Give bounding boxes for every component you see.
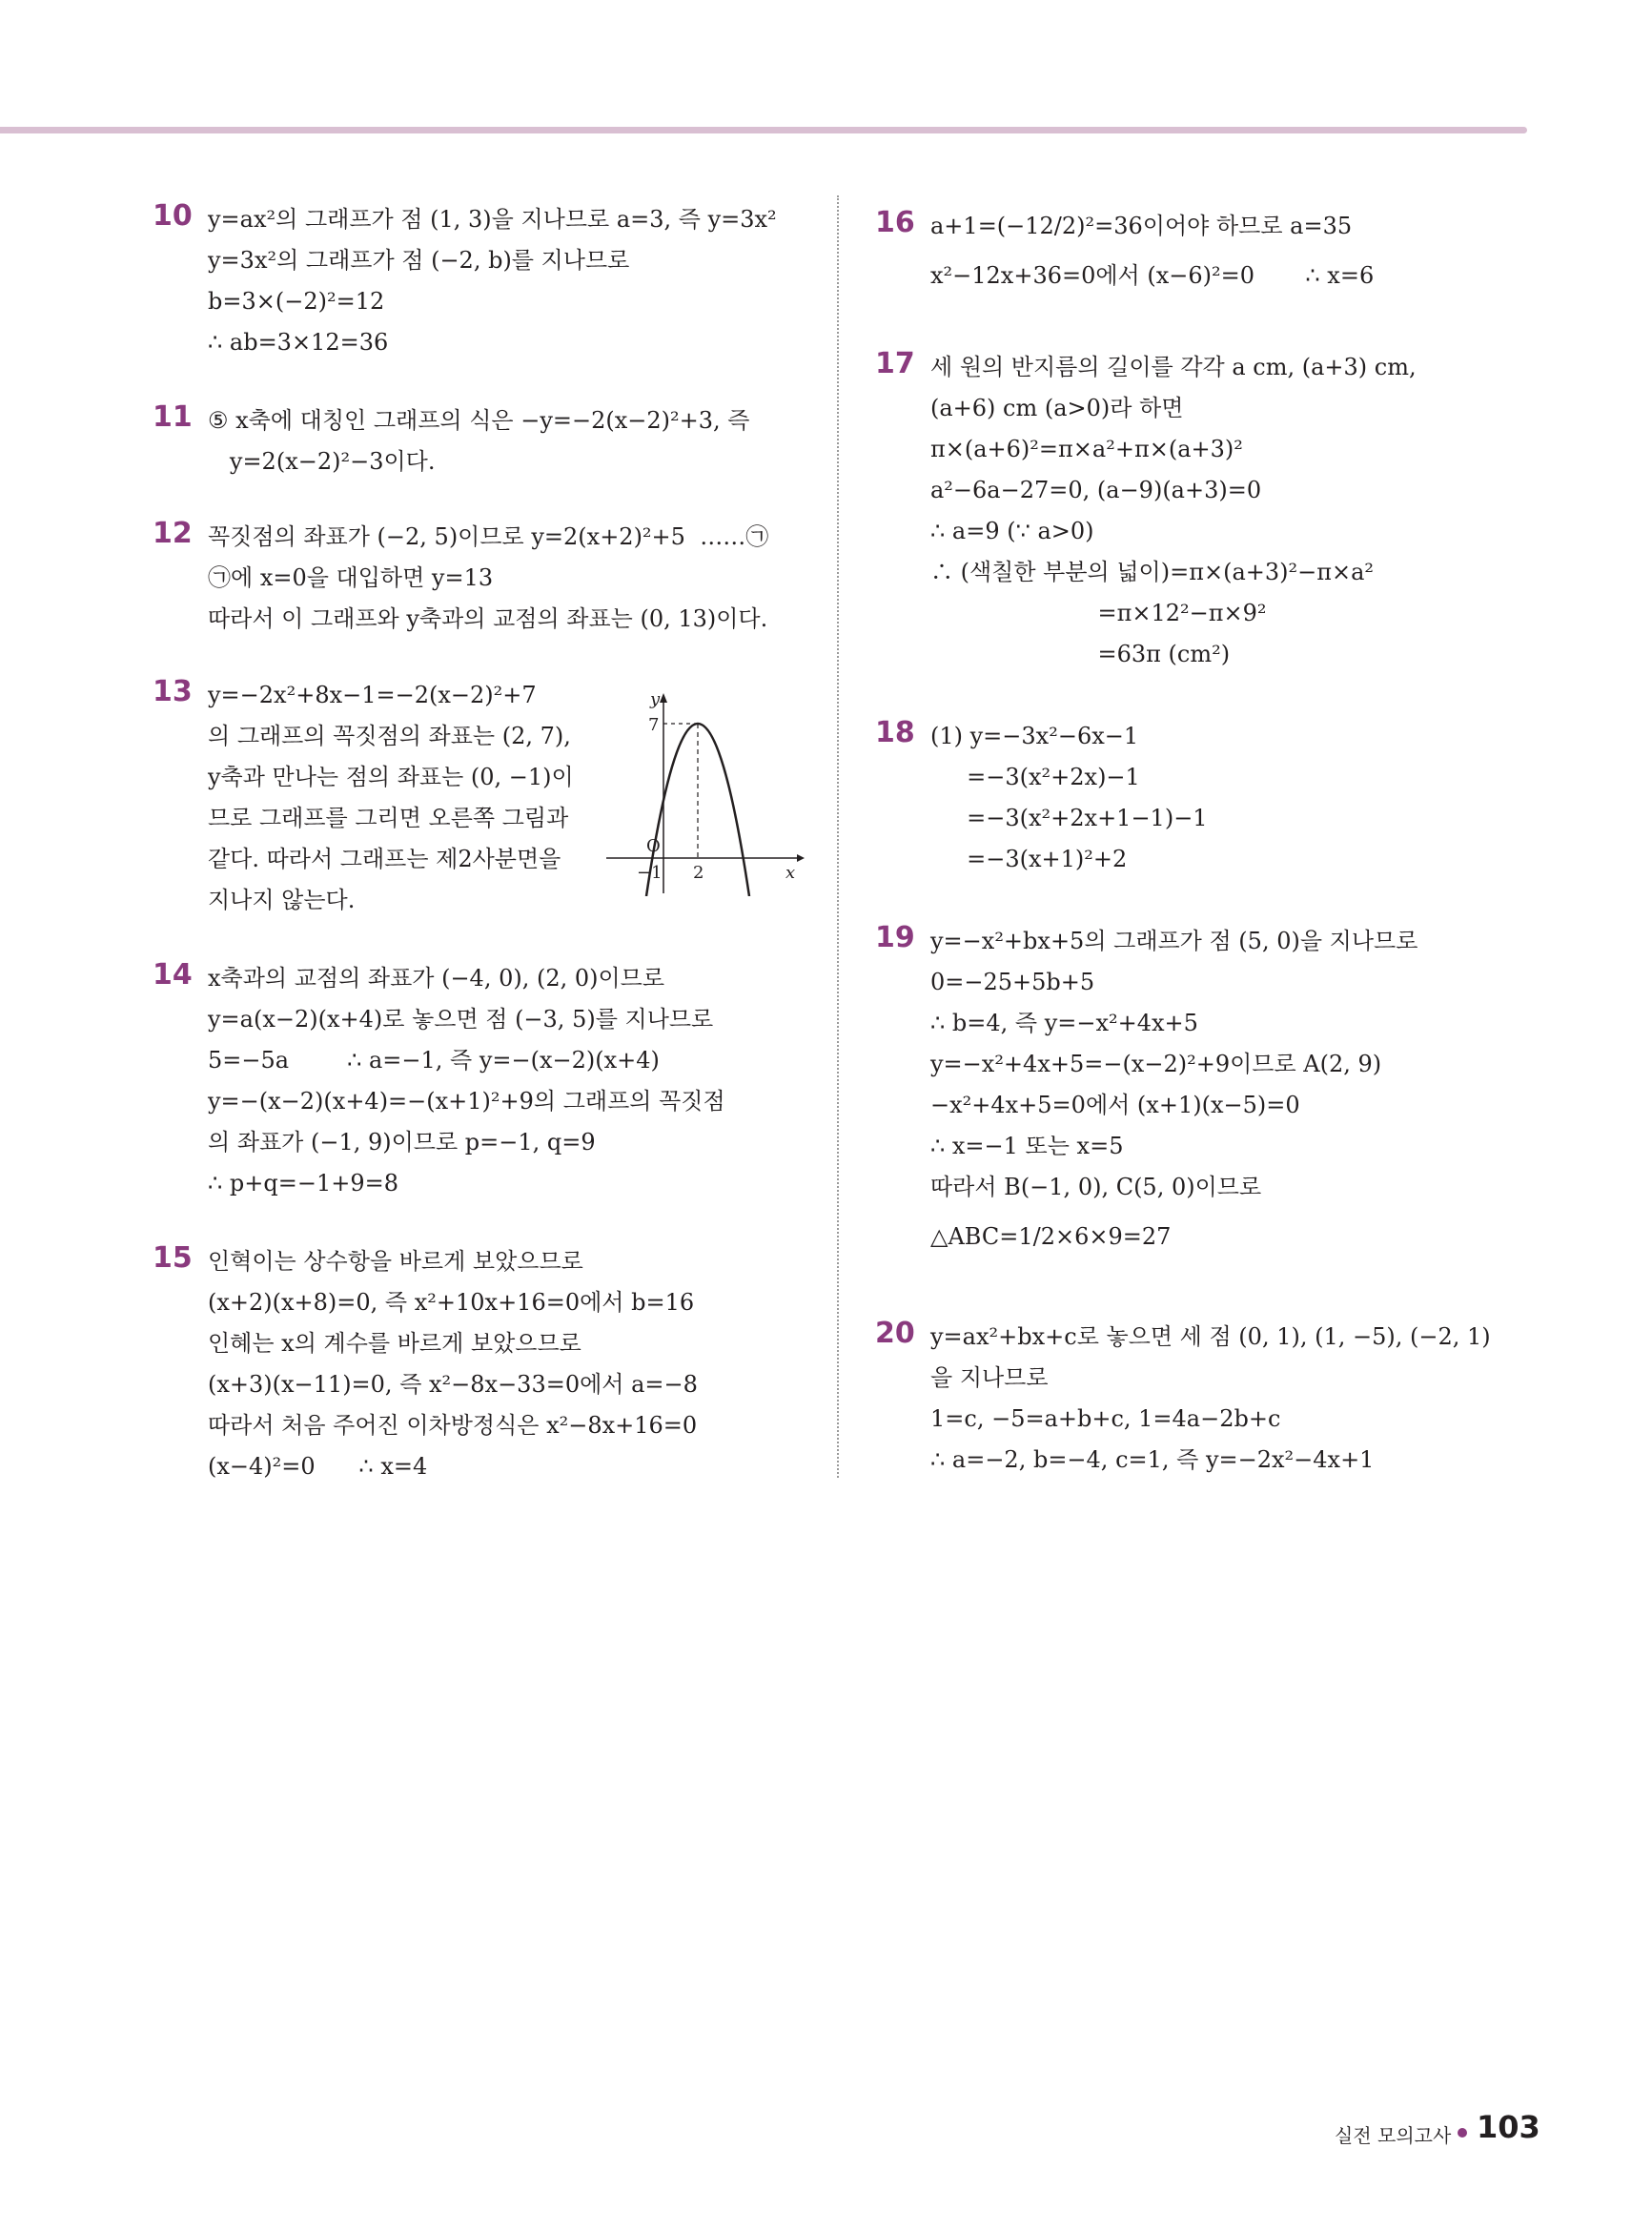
- solution-line: 같다. 따라서 그래프는 제2사분면을: [208, 846, 561, 872]
- solution-line: 을 지나므로: [930, 1364, 1049, 1391]
- y-tick-label: 7: [648, 715, 660, 735]
- page-number: 103: [1477, 2109, 1540, 2145]
- problem-number: 10: [153, 199, 193, 233]
- solution-line: ∴ a=9 (∵ a>0): [930, 518, 1094, 544]
- solution-line: (x+2)(x+8)=0, 즉 x²+10x+16=0에서 b=16: [208, 1289, 695, 1316]
- solution-line: ⑤ x축에 대칭인 그래프의 식은 −y=−2(x−2)²+3, 즉: [208, 407, 750, 434]
- solution-line: 인혁이는 상수항을 바르게 보았으므로: [208, 1248, 583, 1275]
- solution-line: (x−4)²=0 ∴ x=4: [208, 1453, 428, 1480]
- solution-line: −x²+4x+5=0에서 (x+1)(x−5)=0: [930, 1092, 1300, 1118]
- solution-line: 따라서 B(−1, 0), C(5, 0)이므로: [930, 1174, 1262, 1200]
- solution-line: ∴ b=4, 즉 y=−x²+4x+5: [930, 1010, 1198, 1036]
- solution-line: 따라서 처음 주어진 이차방정식은 x²−8x+16=0: [208, 1412, 698, 1439]
- solution-line: 세 원의 반지름의 길이를 각각 a cm, (a+3) cm,: [930, 354, 1417, 380]
- solution-line: =−3(x+1)²+2: [930, 846, 1128, 872]
- solution-line: (1) y=−3x²−6x−1: [930, 723, 1139, 749]
- top-rule: [0, 127, 1527, 133]
- solution-line: △ABC=1/2×6×9=27: [930, 1223, 1172, 1250]
- solution-line: ∴ p+q=−1+9=8: [208, 1170, 398, 1197]
- y-axis-arrow: [660, 693, 667, 703]
- x-axis-label: x: [785, 863, 796, 883]
- solution-line: (a+6) cm (a>0)라 하면: [930, 395, 1184, 421]
- problem-number: 20: [875, 1317, 915, 1350]
- solution-line: =π×12²−π×9²: [930, 600, 1267, 626]
- solution-line: a²−6a−27=0, (a−9)(a+3)=0: [930, 477, 1262, 503]
- solution-line: x축과의 교점의 좌표가 (−4, 0), (2, 0)이므로: [208, 965, 665, 992]
- parabola-graph: [606, 691, 806, 896]
- solution-line: y=a(x−2)(x+4)로 놓으면 점 (−3, 5)를 지나므로: [208, 1006, 714, 1033]
- solution-line: y=−(x−2)(x+4)=−(x+1)²+9의 그래프의 꼭짓점: [208, 1088, 725, 1115]
- solution-line: =−3(x²+2x)−1: [930, 764, 1140, 790]
- problem-number: 18: [875, 716, 915, 749]
- solution-line: y=3x²의 그래프가 점 (−2, b)를 지나므로: [208, 247, 630, 274]
- solution-line: y=−x²+bx+5의 그래프가 점 (5, 0)을 지나므로: [930, 928, 1418, 954]
- solution-line: ∴ a=−2, b=−4, c=1, 즉 y=−2x²−4x+1: [930, 1446, 1375, 1473]
- solution-line: 지나지 않는다.: [208, 887, 356, 913]
- solution-line: 므로 그래프를 그리면 오른쪽 그림과: [208, 805, 569, 831]
- footer-bullet-dot: [1458, 2128, 1467, 2138]
- solution-line: y=ax²의 그래프가 점 (1, 3)을 지나므로 a=3, 즉 y=3x²: [208, 206, 777, 233]
- problem-number: 17: [875, 347, 915, 380]
- solution-line: 의 그래프의 꼭짓점의 좌표는 (2, 7),: [208, 723, 571, 749]
- x-tick-vertex-label: 2: [693, 863, 704, 883]
- problem-number: 19: [875, 921, 915, 954]
- solution-line: 의 좌표가 (−1, 9)이므로 p=−1, q=9: [208, 1129, 596, 1156]
- solution-line: b=3×(−2)²=12: [208, 288, 385, 315]
- x-axis-arrow: [797, 854, 805, 862]
- problem-number: 14: [153, 958, 193, 992]
- solution-line: 인혜는 x의 계수를 바르게 보았으므로: [208, 1330, 581, 1357]
- solution-line: 5=−5a ∴ a=−1, 즉 y=−(x−2)(x+4): [208, 1047, 660, 1074]
- solution-line: y=−2x²+8x−1=−2(x−2)²+7: [208, 682, 537, 708]
- solution-line: y축과 만나는 점의 좌표는 (0, −1)이: [208, 764, 574, 790]
- problem-number: 15: [153, 1241, 193, 1275]
- solution-line: 꼭짓점의 좌표가 (−2, 5)이므로 y=2(x+2)²+5 ……㉠: [208, 523, 769, 550]
- solution-line: y=−x²+4x+5=−(x−2)²+9이므로 A(2, 9): [930, 1051, 1382, 1077]
- solution-line: π×(a+6)²=π×a²+π×(a+3)²: [930, 436, 1243, 462]
- solution-line: y=ax²+bx+c로 놓으면 세 점 (0, 1), (1, −5), (−2, 1): [930, 1323, 1491, 1350]
- x-tick-neg-label: −1: [637, 863, 663, 883]
- problem-number: 16: [875, 206, 915, 239]
- solution-line: y=2(x−2)²−3이다.: [208, 448, 436, 475]
- solution-line: 1=c, −5=a+b+c, 1=4a−2b+c: [930, 1405, 1281, 1432]
- y-axis-label: y: [650, 691, 661, 709]
- solution-line: 0=−25+5b+5: [930, 969, 1095, 995]
- solution-line: ㉠에 x=0을 대입하면 y=13: [208, 564, 494, 591]
- solution-line: ∴ ab=3×12=36: [208, 329, 389, 356]
- problem-number: 12: [153, 517, 193, 550]
- solution-line: ∴ (색칠한 부분의 넓이)=π×(a+3)²−π×a²: [930, 559, 1375, 585]
- solution-line: x²−12x+36=0에서 (x−6)²=0 ∴ x=6: [930, 262, 1375, 289]
- solution-line: ∴ x=−1 또는 x=5: [930, 1133, 1124, 1159]
- solution-line: =63π (cm²): [930, 641, 1231, 667]
- column-divider: [837, 195, 839, 1478]
- solution-line: (x+3)(x−11)=0, 즉 x²−8x−33=0에서 a=−8: [208, 1371, 698, 1398]
- problem-number: 13: [153, 675, 193, 708]
- origin-label: O: [646, 836, 661, 856]
- footer-section-label: 실전 모의고사: [1335, 2124, 1452, 2147]
- problem-number: 11: [153, 400, 193, 434]
- solution-line: a+1=(−12/2)²=36이어야 하므로 a=35: [930, 213, 1353, 239]
- solution-line: =−3(x²+2x+1−1)−1: [930, 805, 1208, 831]
- solution-line: 따라서 이 그래프와 y축과의 교점의 좌표는 (0, 13)이다.: [208, 605, 768, 632]
